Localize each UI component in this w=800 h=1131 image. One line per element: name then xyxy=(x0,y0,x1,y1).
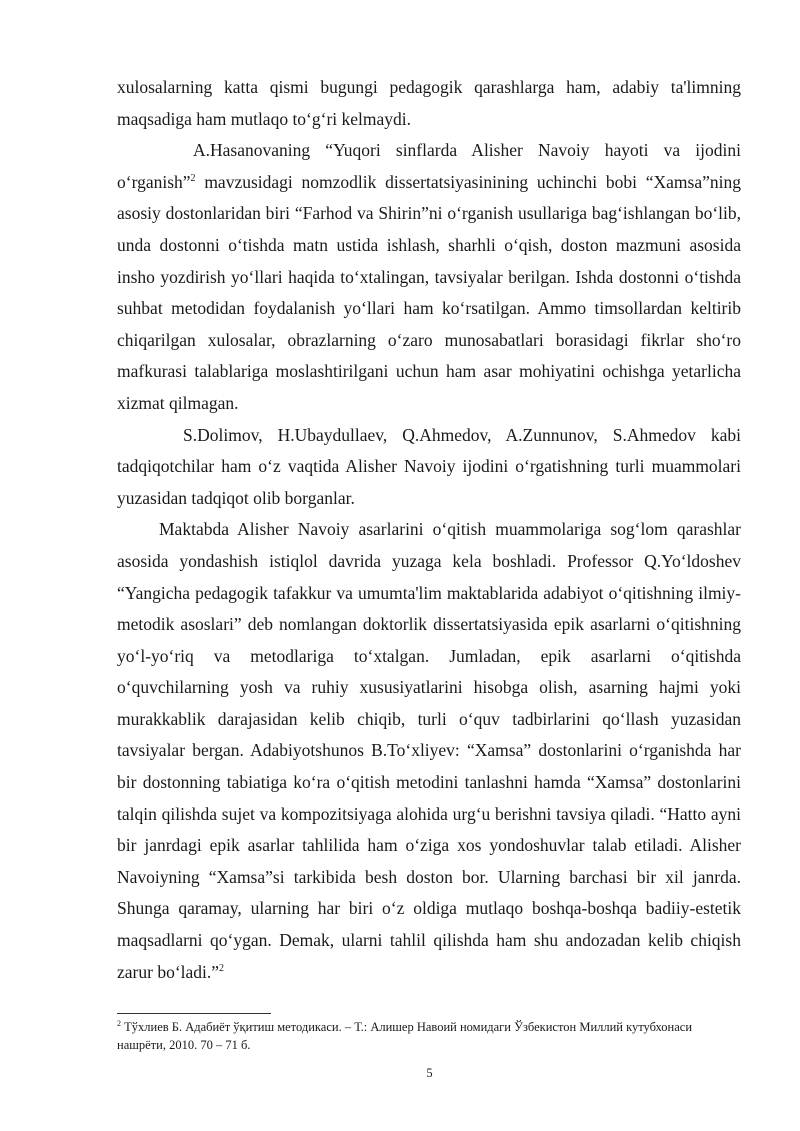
footnote-separator xyxy=(117,1013,271,1014)
footnote-reference: 2 xyxy=(190,172,196,184)
paragraph-3 xyxy=(117,420,741,515)
footnote-text: Тўхлиев Б. Адабиёт ўқитиш методикаси. – Т.: Алишер Навоий номидаги Ўзбекистон Миллий кутубхонаси нашрёти, 2010. 70 – 71 б. xyxy=(117,1020,693,1052)
footnote-marker: 2 xyxy=(117,1019,121,1028)
paragraph-1 xyxy=(117,72,741,135)
main-text xyxy=(117,72,741,988)
paragraph-2 xyxy=(117,135,741,419)
footnote-reference: 2 xyxy=(219,962,225,974)
paragraph-1-text: xulosalarning katta qismi bugungi pedagogik qarashlarga ham, adabiy ta'limning maqsadiga ham mutlaqo to‘g‘ri kelmaydi. xyxy=(117,77,741,129)
footnote xyxy=(117,1018,741,1054)
paragraph-3-text: S.Dolimov, H.Ubaydullaev, Q.Ahmedov, A.Zunnunov, S.Ahmedov kabi tadqiqotchilar ham o‘z vaqtida Alisher Navoiy ijodini o‘rgatishning turli muammolari yuzasidan tadqiqot olib borganlar. xyxy=(117,424,741,508)
paragraph-4-text: Maktabda Alisher Navoiy asarlarini o‘qitish muammolariga sog‘lom qarashlar asosida yondashish istiqlol davrida yuzaga kela boshladi. Professor Q.Yo‘ldoshev “Yangicha pedagogik tafakkur va umumta'lim maktablarida adabiyot o‘qitishning ilmiy-metodik asoslari” deb nomlangan doktorlik dissertatsiyasida epik asarlarni o‘qitishning yo‘l-yo‘riq va metodlariga to‘xtalgan. Jumladan, epik asarlarni o‘qitishda o‘quvchilarning yosh va ruhiy xususiyatlarini hisobga olish, asarning hajmi yoki murakkablik darajasidan kelib chiqib, turli o‘quv tadbirlarini qo‘llash yuzasidan tavsiyalar bergan. Adabiyotshunos B.To‘xliyev: “Xamsa” dostonlarini o‘rganishda har bir dostonning tabiatiga ko‘ra o‘qitish metodini tanlashni hamda “Xamsa” dostonlarini talqin qilishda sujet va kompozitsiyaga alohida urg‘u berishni tavsiya qiladi. “Hatto ayni bir janrdagi epik asarlar tahlilida ham o‘ziga xos yondoshuvlar talab etiladi. Alisher Navoiyning “Xamsa”si tarkibida besh doston bor. Ularning barchasi bir xil janrda. Shunga qaramay, ularning har biri o‘z oldiga mutlaqo boshqa-boshqa badiiy-estetik maqsadlarni qo‘ygan. Demak, ularni tahlil qilishda ham shu andozadan kelib chiqish zarur bo‘ladi.” xyxy=(117,519,741,982)
page-number: 5 xyxy=(426,1066,433,1080)
paragraph-4 xyxy=(117,514,741,988)
paragraph-2-text-rest: mavzusidagi nomzodlik dissertatsiyasinining uchinchi bobi “Xamsa”ning asosiy dostonlaridan biri “Farhod va Shirin”ni o‘rganish usullariga bag‘ishlangan bo‘lib, unda dostonni o‘tishda matn ustida ishlash, sharhli o‘qish, doston mazmuni asosida insho yozdirish yo‘llari haqida to‘xtalingan, tavsiyalar berilgan. Ishda dostonni o‘tishda suhbat metodidan foydalanish yo‘llari ham ko‘rsatilgan. Ammo timsollardan keltirib chiqarilgan xulosalar, obrazlarning o‘zaro munosabatlari borasidagi fikrlar sho‘ro mafkurasi talablariga moslashtirilgani uchun ham asar mohiyatini ochishga yetarlicha xizmat qilmagan. xyxy=(117,171,741,413)
paragraph-2-text-start: A.Hasanovaning “Yuqori sinflarda Alisher Navoiy hayoti va ijodini o‘rganish” xyxy=(117,140,741,192)
